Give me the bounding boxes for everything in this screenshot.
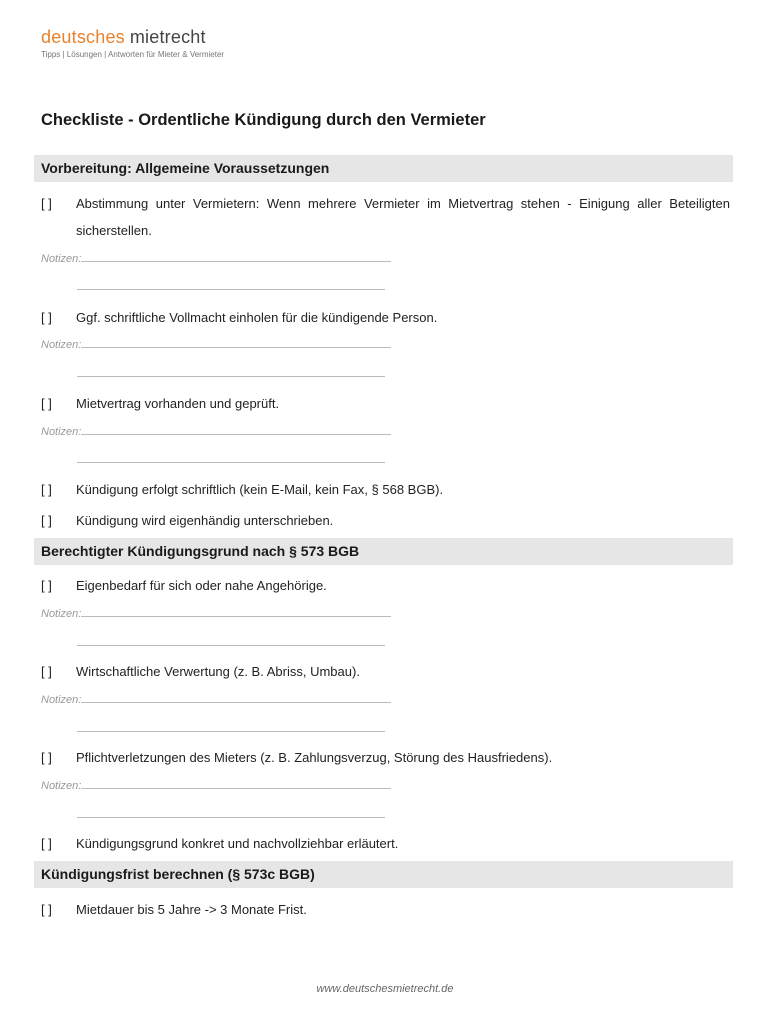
notes-line [81,424,391,435]
notes-label: Notizen: [41,694,82,706]
notes-field [41,778,391,793]
notes-line [81,778,391,789]
checkbox-marker: [ ] [41,196,52,211]
checklist-item-text: Ggf. schriftliche Vollmacht einholen für die kündigende Person. [76,310,438,325]
notes-line [77,731,385,732]
notes-line [77,462,385,463]
notes-line [81,251,391,262]
checkbox-marker: [ ] [41,836,52,851]
notes-label: Notizen: [41,426,82,438]
checkbox-marker: [ ] [41,578,52,593]
checkbox-marker: [ ] [41,310,52,325]
checkbox-marker: [ ] [41,396,52,411]
checklist-item-text: Eigenbedarf für sich oder nahe Angehörige. [76,578,327,593]
notes-label: Notizen: [41,253,82,265]
notes-line [77,817,385,818]
checklist-item-text: Kündigung erfolgt schriftlich (kein E-Mail, kein Fax, § 568 BGB). [76,482,444,497]
checkbox-marker: [ ] [41,902,52,917]
checkbox-marker: [ ] [41,664,52,679]
section-heading: Vorbereitung: Allgemeine Voraussetzungen [34,155,733,182]
checklist-item-text: Mietvertrag vorhanden und geprüft. [76,396,280,411]
notes-field [41,337,391,352]
checklist-item [41,190,730,246]
checkbox-marker: [ ] [41,513,52,528]
checklist-item-text: Pflichtverletzungen des Mieters (z. B. Zahlungsverzug, Störung des Hausfriedens). [76,750,553,765]
notes-line [77,289,385,290]
checkbox-marker: [ ] [41,482,52,497]
notes-label: Notizen: [41,608,82,620]
notes-label: Notizen: [41,780,82,792]
tagline: Tipps | Lösungen | Antworten für Mieter & Vermieter [41,50,225,59]
checklist-item-text: Mietdauer bis 5 Jahre -> 3 Monate Frist. [76,902,307,917]
document-title: Checkliste - Ordentliche Kündigung durch den Vermieter [41,111,486,129]
footer-url: www.deutschesmietrecht.de [316,983,454,995]
checklist-item-text: Abstimmung unter Vermietern: Wenn mehrere Vermieter im Mietvertrag stehen - Einigung aller Beteiligten sicherstellen. [76,196,730,238]
logo-brand-part2: mietrecht [129,27,206,47]
checklist-item-text: Wirtschaftliche Verwertung (z. B. Abriss, Umbau). [76,664,360,679]
site-header [41,26,224,59]
notes-field [41,692,391,707]
checklist-item-text: Kündigungsgrund konkret und nachvollziehbar erläutert. [76,836,399,851]
logo-brand-part1: deutsches [41,27,125,47]
section-heading: Kündigungsfrist berechnen (§ 573c BGB) [34,861,733,888]
checklist-item-text: Kündigung wird eigenhändig unterschrieben. [76,513,334,528]
notes-line [77,645,385,646]
notes-label: Notizen: [41,339,82,351]
section-heading: Berechtigter Kündigungsgrund nach § 573 BGB [34,538,733,565]
notes-field [41,251,391,266]
checkbox-marker: [ ] [41,750,52,765]
notes-line [81,337,391,348]
logo [41,26,224,48]
notes-field [41,424,391,439]
notes-line [77,376,385,377]
notes-line [81,606,391,617]
notes-line [81,692,391,703]
notes-field [41,606,391,621]
